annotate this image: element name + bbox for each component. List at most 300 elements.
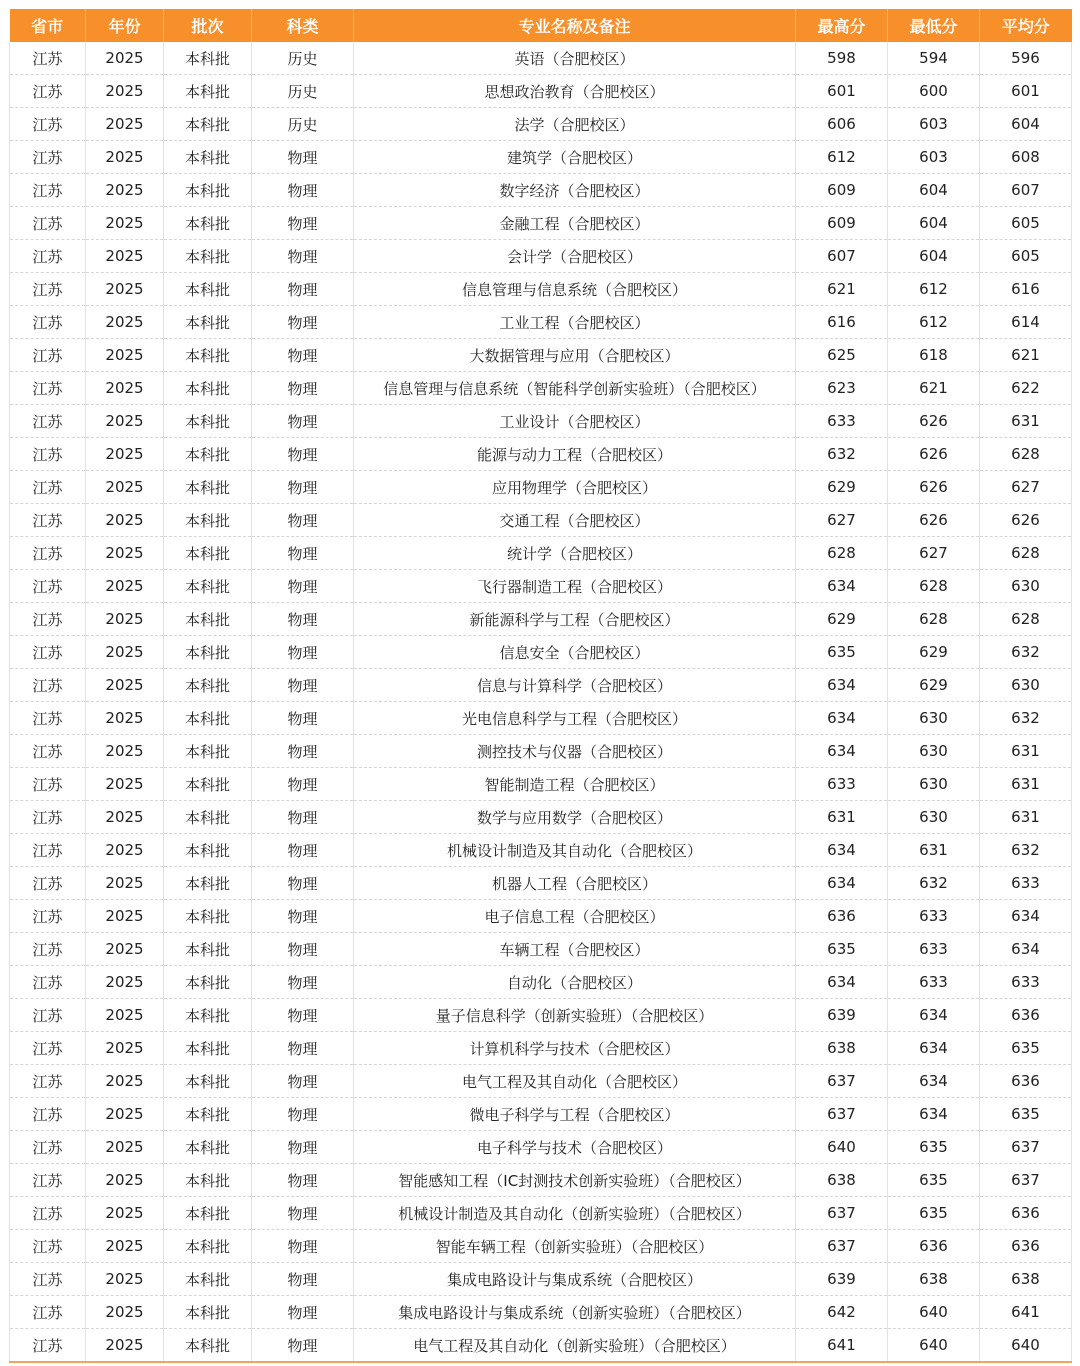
- cell-major: 光电信息科学与工程（合肥校区）: [354, 702, 796, 735]
- cell-max-score: 628: [796, 537, 888, 570]
- cell-avg-score: 608: [980, 141, 1072, 174]
- cell-batch: 本科批: [164, 1032, 252, 1065]
- cell-province: 江苏: [10, 603, 86, 636]
- header-row: [10, 9, 1072, 42]
- cell-year: 2025: [86, 702, 164, 735]
- cell-year: 2025: [86, 339, 164, 372]
- cell-major: 集成电路设计与集成系统（合肥校区）: [354, 1263, 796, 1296]
- cell-min-score: 632: [888, 867, 980, 900]
- cell-max-score: 607: [796, 240, 888, 273]
- cell-max-score: 638: [796, 1032, 888, 1065]
- cell-max-score: 635: [796, 933, 888, 966]
- cell-avg-score: 637: [980, 1131, 1072, 1164]
- cell-year: 2025: [86, 141, 164, 174]
- cell-avg-score: 631: [980, 405, 1072, 438]
- cell-avg-score: 634: [980, 900, 1072, 933]
- cell-year: 2025: [86, 1065, 164, 1098]
- cell-avg-score: 637: [980, 1164, 1072, 1197]
- cell-major: 数学与应用数学（合肥校区）: [354, 801, 796, 834]
- cell-major: 机器人工程（合肥校区）: [354, 867, 796, 900]
- table-row[interactable]: [10, 834, 1072, 867]
- cell-min-score: 600: [888, 75, 980, 108]
- table-row[interactable]: [10, 405, 1072, 438]
- cell-province: 江苏: [10, 702, 86, 735]
- cell-province: 江苏: [10, 141, 86, 174]
- cell-max-score: 609: [796, 174, 888, 207]
- table-row[interactable]: [10, 867, 1072, 900]
- table-row[interactable]: [10, 603, 1072, 636]
- cell-avg-score: 636: [980, 1230, 1072, 1263]
- cell-major: 英语（合肥校区）: [354, 42, 796, 75]
- cell-major: 建筑学（合肥校区）: [354, 141, 796, 174]
- header-avg-score[interactable]: 平均分: [980, 9, 1072, 42]
- cell-major: 法学（合肥校区）: [354, 108, 796, 141]
- cell-major: 思想政治教育（合肥校区）: [354, 75, 796, 108]
- cell-subject: 物理: [252, 867, 354, 900]
- cell-subject: 物理: [252, 1263, 354, 1296]
- cell-year: 2025: [86, 372, 164, 405]
- cell-province: 江苏: [10, 735, 86, 768]
- cell-major: 工业设计（合肥校区）: [354, 405, 796, 438]
- cell-year: 2025: [86, 933, 164, 966]
- cell-min-score: 603: [888, 108, 980, 141]
- cell-year: 2025: [86, 438, 164, 471]
- cell-province: 江苏: [10, 372, 86, 405]
- cell-year: 2025: [86, 867, 164, 900]
- cell-max-score: 621: [796, 273, 888, 306]
- cell-subject: 物理: [252, 570, 354, 603]
- cell-subject: 物理: [252, 1296, 354, 1329]
- cell-subject: 物理: [252, 768, 354, 801]
- cell-subject: 历史: [252, 75, 354, 108]
- cell-min-score: 626: [888, 438, 980, 471]
- table-row[interactable]: [10, 636, 1072, 669]
- cell-province: 江苏: [10, 504, 86, 537]
- cell-avg-score: 632: [980, 636, 1072, 669]
- cell-max-score: 629: [796, 603, 888, 636]
- cell-major: 应用物理学（合肥校区）: [354, 471, 796, 504]
- cell-max-score: 634: [796, 570, 888, 603]
- cell-batch: 本科批: [164, 966, 252, 999]
- header-max-score[interactable]: 最高分: [796, 9, 888, 42]
- cell-batch: 本科批: [164, 867, 252, 900]
- cell-province: 江苏: [10, 1263, 86, 1296]
- cell-min-score: 621: [888, 372, 980, 405]
- cell-province: 江苏: [10, 999, 86, 1032]
- cell-major: 信息安全（合肥校区）: [354, 636, 796, 669]
- cell-year: 2025: [86, 768, 164, 801]
- cell-batch: 本科批: [164, 1098, 252, 1131]
- cell-year: 2025: [86, 240, 164, 273]
- cell-avg-score: 636: [980, 1065, 1072, 1098]
- cell-max-score: 634: [796, 867, 888, 900]
- cell-max-score: 631: [796, 801, 888, 834]
- cell-major: 金融工程（合肥校区）: [354, 207, 796, 240]
- cell-subject: 物理: [252, 174, 354, 207]
- table-row[interactable]: [10, 174, 1072, 207]
- cell-max-score: 634: [796, 834, 888, 867]
- table-row[interactable]: [10, 1197, 1072, 1230]
- table-row[interactable]: [10, 1263, 1072, 1296]
- cell-batch: 本科批: [164, 372, 252, 405]
- cell-major: 电气工程及其自动化（合肥校区）: [354, 1065, 796, 1098]
- cell-avg-score: 633: [980, 867, 1072, 900]
- cell-max-score: 637: [796, 1197, 888, 1230]
- cell-max-score: 640: [796, 1131, 888, 1164]
- cell-province: 江苏: [10, 339, 86, 372]
- cell-min-score: 633: [888, 933, 980, 966]
- cell-batch: 本科批: [164, 801, 252, 834]
- cell-subject: 物理: [252, 1032, 354, 1065]
- cell-subject: 物理: [252, 900, 354, 933]
- cell-min-score: 633: [888, 900, 980, 933]
- cell-major: 统计学（合肥校区）: [354, 537, 796, 570]
- cell-avg-score: 631: [980, 768, 1072, 801]
- cell-avg-score: 640: [980, 1329, 1072, 1363]
- cell-batch: 本科批: [164, 570, 252, 603]
- cell-province: 江苏: [10, 75, 86, 108]
- cell-max-score: 639: [796, 1263, 888, 1296]
- cell-year: 2025: [86, 207, 164, 240]
- cell-major: 飞行器制造工程（合肥校区）: [354, 570, 796, 603]
- cell-year: 2025: [86, 1032, 164, 1065]
- table-row[interactable]: [10, 273, 1072, 306]
- table-row[interactable]: [10, 1230, 1072, 1263]
- table-row[interactable]: [10, 900, 1072, 933]
- table-row[interactable]: [10, 669, 1072, 702]
- cell-major: 智能车辆工程（创新实验班）（合肥校区）: [354, 1230, 796, 1263]
- cell-avg-score: 633: [980, 966, 1072, 999]
- cell-batch: 本科批: [164, 108, 252, 141]
- cell-avg-score: 636: [980, 1197, 1072, 1230]
- cell-min-score: 628: [888, 603, 980, 636]
- cell-min-score: 634: [888, 1098, 980, 1131]
- cell-batch: 本科批: [164, 504, 252, 537]
- cell-year: 2025: [86, 108, 164, 141]
- cell-batch: 本科批: [164, 603, 252, 636]
- cell-max-score: 638: [796, 1164, 888, 1197]
- cell-batch: 本科批: [164, 1230, 252, 1263]
- header-subject[interactable]: 科类: [252, 9, 354, 42]
- cell-year: 2025: [86, 42, 164, 75]
- cell-year: 2025: [86, 570, 164, 603]
- cell-major: 智能感知工程（IC封测技术创新实验班）（合肥校区）: [354, 1164, 796, 1197]
- cell-province: 江苏: [10, 900, 86, 933]
- cell-subject: 物理: [252, 966, 354, 999]
- cell-province: 江苏: [10, 273, 86, 306]
- cell-batch: 本科批: [164, 1296, 252, 1329]
- cell-batch: 本科批: [164, 537, 252, 570]
- cell-min-score: 636: [888, 1230, 980, 1263]
- cell-subject: 物理: [252, 405, 354, 438]
- cell-major: 机械设计制造及其自动化（创新实验班）（合肥校区）: [354, 1197, 796, 1230]
- cell-avg-score: 630: [980, 570, 1072, 603]
- cell-max-score: 634: [796, 669, 888, 702]
- cell-avg-score: 628: [980, 603, 1072, 636]
- table-row[interactable]: [10, 240, 1072, 273]
- cell-year: 2025: [86, 174, 164, 207]
- cell-province: 江苏: [10, 405, 86, 438]
- cell-min-score: 604: [888, 174, 980, 207]
- table-body: [10, 42, 1072, 1362]
- cell-avg-score: 614: [980, 306, 1072, 339]
- cell-avg-score: 605: [980, 207, 1072, 240]
- cell-batch: 本科批: [164, 141, 252, 174]
- cell-province: 江苏: [10, 1164, 86, 1197]
- cell-max-score: 636: [796, 900, 888, 933]
- cell-major: 车辆工程（合肥校区）: [354, 933, 796, 966]
- table-row[interactable]: [10, 1131, 1072, 1164]
- cell-avg-score: 638: [980, 1263, 1072, 1296]
- cell-avg-score: 626: [980, 504, 1072, 537]
- table-row[interactable]: [10, 1098, 1072, 1131]
- cell-province: 江苏: [10, 669, 86, 702]
- table-row[interactable]: [10, 570, 1072, 603]
- cell-avg-score: 635: [980, 1098, 1072, 1131]
- cell-batch: 本科批: [164, 1164, 252, 1197]
- cell-avg-score: 605: [980, 240, 1072, 273]
- cell-batch: 本科批: [164, 471, 252, 504]
- cell-batch: 本科批: [164, 240, 252, 273]
- cell-year: 2025: [86, 999, 164, 1032]
- cell-province: 江苏: [10, 42, 86, 75]
- cell-year: 2025: [86, 75, 164, 108]
- cell-batch: 本科批: [164, 1197, 252, 1230]
- cell-province: 江苏: [10, 1329, 86, 1363]
- header-province[interactable]: 省市: [10, 9, 86, 42]
- table-row[interactable]: [10, 537, 1072, 570]
- cell-subject: 物理: [252, 240, 354, 273]
- table-header: [10, 9, 1072, 42]
- table-row[interactable]: [10, 768, 1072, 801]
- table-row[interactable]: [10, 372, 1072, 405]
- cell-max-score: 606: [796, 108, 888, 141]
- cell-avg-score: 641: [980, 1296, 1072, 1329]
- cell-min-score: 635: [888, 1131, 980, 1164]
- cell-max-score: 637: [796, 1230, 888, 1263]
- cell-year: 2025: [86, 1230, 164, 1263]
- header-batch[interactable]: 批次: [164, 9, 252, 42]
- table-row[interactable]: [10, 306, 1072, 339]
- cell-subject: 历史: [252, 108, 354, 141]
- cell-max-score: 623: [796, 372, 888, 405]
- score-table-container: [9, 9, 1071, 1363]
- cell-min-score: 640: [888, 1296, 980, 1329]
- table-row[interactable]: [10, 141, 1072, 174]
- cell-batch: 本科批: [164, 42, 252, 75]
- cell-year: 2025: [86, 537, 164, 570]
- cell-max-score: 609: [796, 207, 888, 240]
- cell-subject: 物理: [252, 1230, 354, 1263]
- cell-year: 2025: [86, 801, 164, 834]
- header-min-score[interactable]: 最低分: [888, 9, 980, 42]
- cell-avg-score: 630: [980, 669, 1072, 702]
- cell-year: 2025: [86, 636, 164, 669]
- cell-max-score: 616: [796, 306, 888, 339]
- cell-subject: 物理: [252, 702, 354, 735]
- cell-batch: 本科批: [164, 174, 252, 207]
- cell-year: 2025: [86, 1164, 164, 1197]
- cell-subject: 物理: [252, 339, 354, 372]
- cell-year: 2025: [86, 669, 164, 702]
- table-row[interactable]: [10, 1296, 1072, 1329]
- cell-subject: 物理: [252, 801, 354, 834]
- cell-province: 江苏: [10, 570, 86, 603]
- cell-min-score: 634: [888, 1032, 980, 1065]
- cell-subject: 物理: [252, 1197, 354, 1230]
- cell-avg-score: 604: [980, 108, 1072, 141]
- cell-year: 2025: [86, 405, 164, 438]
- cell-max-score: 632: [796, 438, 888, 471]
- cell-major: 电子科学与技术（合肥校区）: [354, 1131, 796, 1164]
- cell-avg-score: 631: [980, 735, 1072, 768]
- table-row[interactable]: [10, 702, 1072, 735]
- table-row[interactable]: [10, 1329, 1072, 1363]
- cell-avg-score: 621: [980, 339, 1072, 372]
- cell-major: 数字经济（合肥校区）: [354, 174, 796, 207]
- cell-province: 江苏: [10, 1065, 86, 1098]
- cell-subject: 物理: [252, 1329, 354, 1363]
- cell-max-score: 641: [796, 1329, 888, 1363]
- cell-max-score: 633: [796, 768, 888, 801]
- cell-batch: 本科批: [164, 834, 252, 867]
- cell-subject: 物理: [252, 372, 354, 405]
- header-major[interactable]: 专业名称及备注: [354, 9, 796, 42]
- cell-province: 江苏: [10, 1032, 86, 1065]
- cell-major: 电子信息工程（合肥校区）: [354, 900, 796, 933]
- cell-max-score: 639: [796, 999, 888, 1032]
- table-row[interactable]: [10, 1164, 1072, 1197]
- cell-province: 江苏: [10, 306, 86, 339]
- cell-batch: 本科批: [164, 636, 252, 669]
- cell-min-score: 630: [888, 735, 980, 768]
- cell-batch: 本科批: [164, 339, 252, 372]
- cell-avg-score: 632: [980, 702, 1072, 735]
- cell-max-score: 634: [796, 966, 888, 999]
- table-row[interactable]: [10, 75, 1072, 108]
- cell-batch: 本科批: [164, 1329, 252, 1363]
- table-row[interactable]: [10, 471, 1072, 504]
- cell-major: 能源与动力工程（合肥校区）: [354, 438, 796, 471]
- table-row[interactable]: [10, 108, 1072, 141]
- table-row[interactable]: [10, 438, 1072, 471]
- cell-avg-score: 628: [980, 537, 1072, 570]
- cell-avg-score: 601: [980, 75, 1072, 108]
- cell-province: 江苏: [10, 966, 86, 999]
- cell-province: 江苏: [10, 174, 86, 207]
- cell-subject: 物理: [252, 141, 354, 174]
- cell-avg-score: 622: [980, 372, 1072, 405]
- cell-min-score: 634: [888, 999, 980, 1032]
- cell-year: 2025: [86, 1296, 164, 1329]
- table-row[interactable]: [10, 207, 1072, 240]
- cell-subject: 物理: [252, 1164, 354, 1197]
- cell-subject: 物理: [252, 735, 354, 768]
- cell-batch: 本科批: [164, 1131, 252, 1164]
- cell-province: 江苏: [10, 438, 86, 471]
- cell-subject: 物理: [252, 669, 354, 702]
- cell-avg-score: 628: [980, 438, 1072, 471]
- cell-major: 电气工程及其自动化（创新实验班）（合肥校区）: [354, 1329, 796, 1363]
- cell-batch: 本科批: [164, 1263, 252, 1296]
- cell-batch: 本科批: [164, 900, 252, 933]
- cell-province: 江苏: [10, 240, 86, 273]
- cell-min-score: 634: [888, 1065, 980, 1098]
- table-row[interactable]: [10, 1065, 1072, 1098]
- cell-year: 2025: [86, 1197, 164, 1230]
- cell-major: 集成电路设计与集成系统（创新实验班）（合肥校区）: [354, 1296, 796, 1329]
- table-row[interactable]: [10, 504, 1072, 537]
- cell-min-score: 603: [888, 141, 980, 174]
- cell-major: 大数据管理与应用（合肥校区）: [354, 339, 796, 372]
- cell-min-score: 612: [888, 306, 980, 339]
- cell-min-score: 640: [888, 1329, 980, 1363]
- cell-max-score: 635: [796, 636, 888, 669]
- cell-subject: 物理: [252, 207, 354, 240]
- cell-avg-score: 616: [980, 273, 1072, 306]
- cell-subject: 物理: [252, 504, 354, 537]
- cell-subject: 物理: [252, 306, 354, 339]
- cell-province: 江苏: [10, 636, 86, 669]
- cell-max-score: 629: [796, 471, 888, 504]
- cell-min-score: 633: [888, 966, 980, 999]
- cell-batch: 本科批: [164, 999, 252, 1032]
- cell-batch: 本科批: [164, 933, 252, 966]
- cell-year: 2025: [86, 900, 164, 933]
- cell-subject: 物理: [252, 933, 354, 966]
- cell-min-score: 638: [888, 1263, 980, 1296]
- cell-province: 江苏: [10, 801, 86, 834]
- cell-province: 江苏: [10, 1296, 86, 1329]
- cell-avg-score: 627: [980, 471, 1072, 504]
- cell-year: 2025: [86, 273, 164, 306]
- table-row[interactable]: [10, 933, 1072, 966]
- cell-major: 微电子科学与工程（合肥校区）: [354, 1098, 796, 1131]
- cell-max-score: 634: [796, 702, 888, 735]
- table-row[interactable]: [10, 966, 1072, 999]
- table-row[interactable]: [10, 42, 1072, 75]
- cell-min-score: 628: [888, 570, 980, 603]
- cell-avg-score: 634: [980, 933, 1072, 966]
- cell-min-score: 604: [888, 207, 980, 240]
- cell-max-score: 601: [796, 75, 888, 108]
- cell-min-score: 629: [888, 669, 980, 702]
- table-row[interactable]: [10, 801, 1072, 834]
- cell-province: 江苏: [10, 768, 86, 801]
- table-row[interactable]: [10, 1032, 1072, 1065]
- cell-subject: 物理: [252, 999, 354, 1032]
- cell-major: 新能源科学与工程（合肥校区）: [354, 603, 796, 636]
- cell-batch: 本科批: [164, 438, 252, 471]
- table-row[interactable]: [10, 999, 1072, 1032]
- cell-province: 江苏: [10, 933, 86, 966]
- cell-batch: 本科批: [164, 75, 252, 108]
- table-row[interactable]: [10, 339, 1072, 372]
- cell-subject: 物理: [252, 537, 354, 570]
- cell-batch: 本科批: [164, 207, 252, 240]
- cell-subject: 物理: [252, 1131, 354, 1164]
- cell-major: 测控技术与仪器（合肥校区）: [354, 735, 796, 768]
- cell-avg-score: 596: [980, 42, 1072, 75]
- cell-min-score: 635: [888, 1197, 980, 1230]
- cell-year: 2025: [86, 1263, 164, 1296]
- cell-min-score: 630: [888, 702, 980, 735]
- table-row[interactable]: [10, 735, 1072, 768]
- cell-max-score: 633: [796, 405, 888, 438]
- header-year[interactable]: 年份: [86, 9, 164, 42]
- cell-year: 2025: [86, 1131, 164, 1164]
- cell-max-score: 612: [796, 141, 888, 174]
